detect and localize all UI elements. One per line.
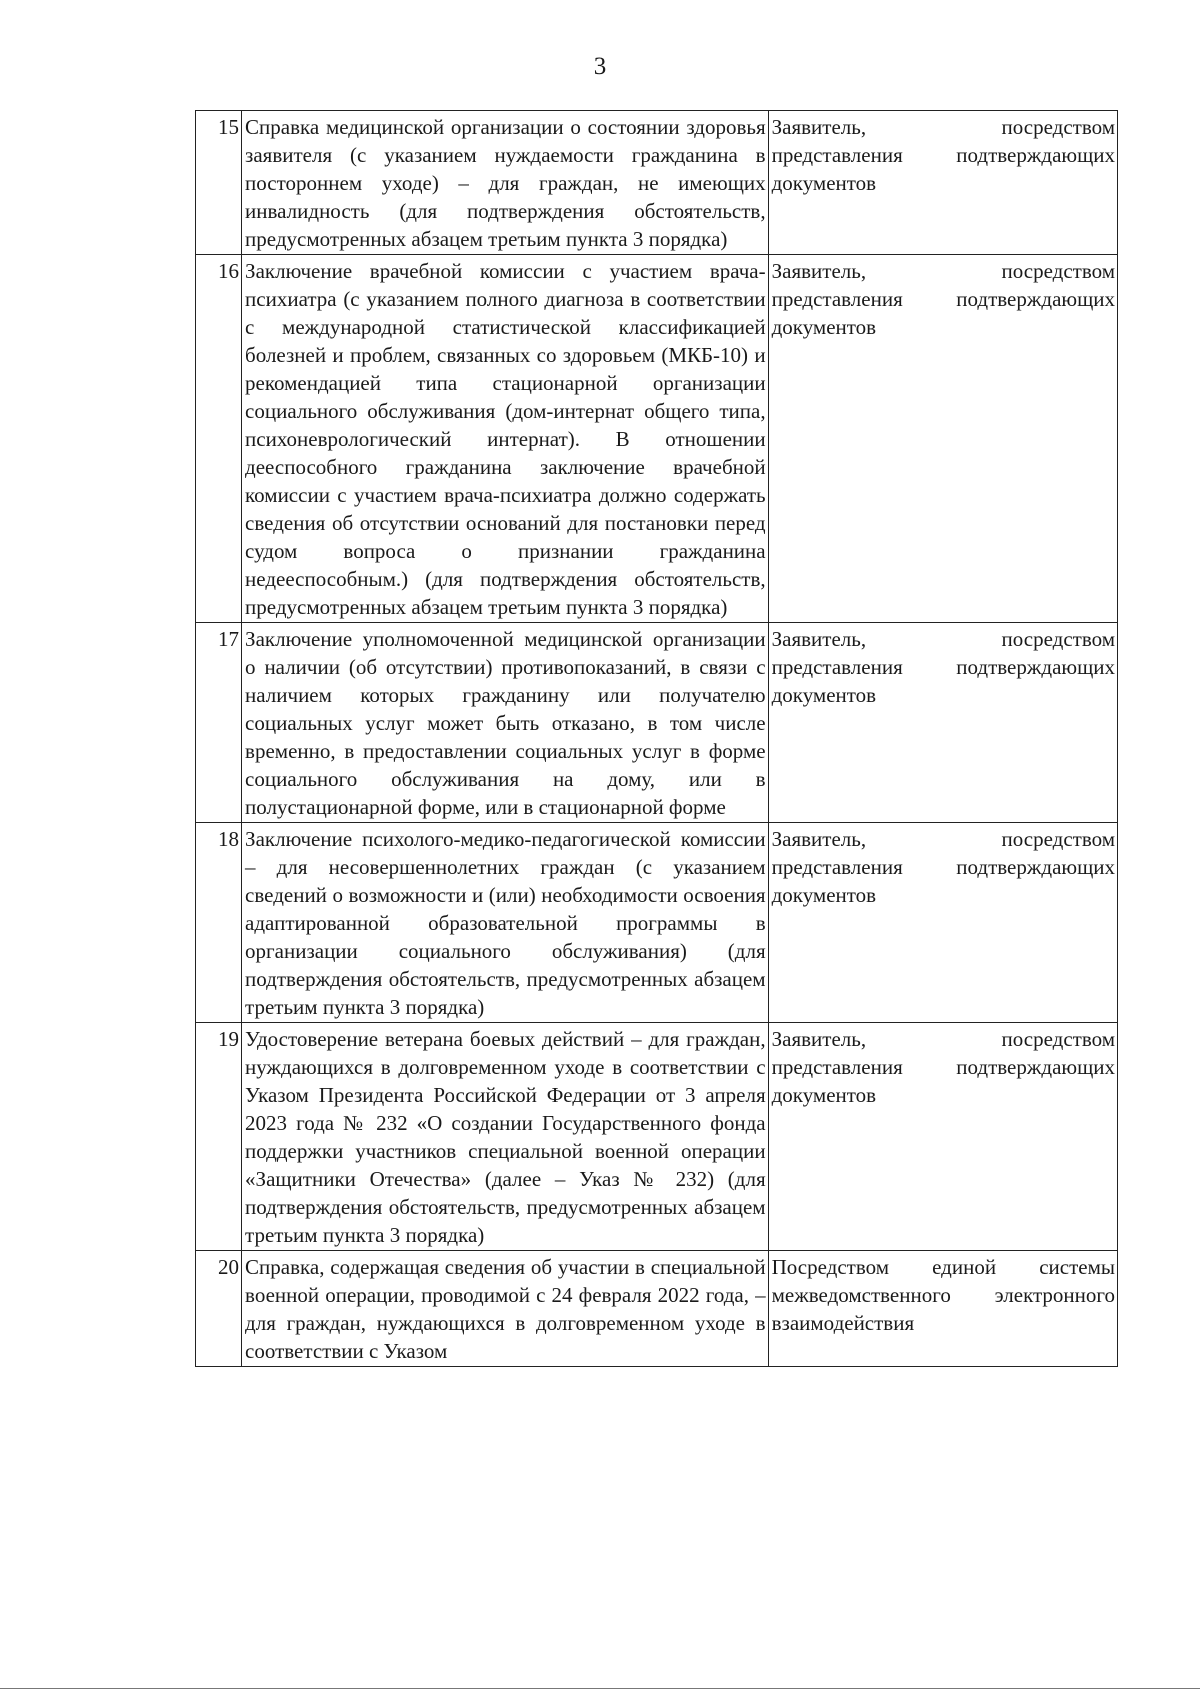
row-number: 18 bbox=[196, 823, 242, 1023]
submission-method: Заявитель, посредством представления подтверждающих документов bbox=[768, 111, 1117, 255]
row-number: 20 bbox=[196, 1251, 242, 1367]
submission-method: Заявитель, посредством представления подтверждающих документов bbox=[768, 823, 1117, 1023]
row-number: 15 bbox=[196, 111, 242, 255]
submission-method: Заявитель, посредством представления подтверждающих документов bbox=[768, 255, 1117, 623]
documents-table bbox=[195, 110, 1118, 1367]
table-row bbox=[196, 623, 1118, 823]
submission-method: Заявитель, посредством представления подтверждающих документов bbox=[768, 1023, 1117, 1251]
row-number: 16 bbox=[196, 255, 242, 623]
row-number: 19 bbox=[196, 1023, 242, 1251]
submission-method: Посредством единой системы межведомственного электронного взаимодействия bbox=[768, 1251, 1117, 1367]
document-description: Заключение уполномоченной медицинской организации о наличии (об отсутствии) противопоказаний, в связи с наличием которых гражданину или получателю социальных услуг может быть отказано, в том числе временно, в предоставлении социальных услуг в форме социального обслуживания на дому, или в полустационарной форме, или в стационарной форме bbox=[242, 623, 769, 823]
document-description: Заключение врачебной комиссии с участием врача-психиатра (с указанием полного диагноза в соответствии с международной статистической классификацией болезней и проблем, связанных со здоровьем (МКБ-10) и рекомендацией типа стационарной организации социального обслуживания (дом-интернат общего типа, психоневрологический интернат). В отношении дееспособного гражданина заключение врачебной комиссии с участием врача-психиатра должно содержать сведения об отсутствии оснований для постановки перед судом вопроса о признании гражданина недееспособным.) (для подтверждения обстоятельств, предусмотренных абзацем третьим пункта 3 порядка) bbox=[242, 255, 769, 623]
page-number: 3 bbox=[593, 53, 607, 80]
document-description: Справка медицинской организации о состоянии здоровья заявителя (с указанием нуждаемости гражданина в постороннем уходе) – для граждан, не имеющих инвалидность (для подтверждения обстоятельств, предусмотренных абзацем третьим пункта 3 порядка) bbox=[242, 111, 769, 255]
table-row bbox=[196, 823, 1118, 1023]
document-description: Удостоверение ветерана боевых действий – для граждан, нуждающихся в долговременном уходе в соответствии с Указом Президента Российской Федерации от 3 апреля 2023 года № 232 «О создании Государственного фонда поддержки участников специальной военной операции «Защитники Отечества» (далее – Указ № 232) (для подтверждения обстоятельств, предусмотренных абзацем третьим пункта 3 порядка) bbox=[242, 1023, 769, 1251]
page-bottom-rule bbox=[0, 1688, 1200, 1689]
document-description: Заключение психолого-медико-педагогической комиссии – для несовершеннолетних граждан (с указанием сведений о возможности и (или) необходимости освоения адаптированной образовательной программы в организации социального обслуживания) (для подтверждения обстоятельств, предусмотренных абзацем третьим пункта 3 порядка) bbox=[242, 823, 769, 1023]
row-number: 17 bbox=[196, 623, 242, 823]
submission-method: Заявитель, посредством представления подтверждающих документов bbox=[768, 623, 1117, 823]
table-row bbox=[196, 255, 1118, 623]
document-description: Справка, содержащая сведения об участии в специальной военной операции, проводимой с 24 февраля 2022 года, – для граждан, нуждающихся в долговременном уходе в соответствии с Указом bbox=[242, 1251, 769, 1367]
table-row bbox=[196, 1023, 1118, 1251]
table-row bbox=[196, 1251, 1118, 1367]
table-row bbox=[196, 111, 1118, 255]
